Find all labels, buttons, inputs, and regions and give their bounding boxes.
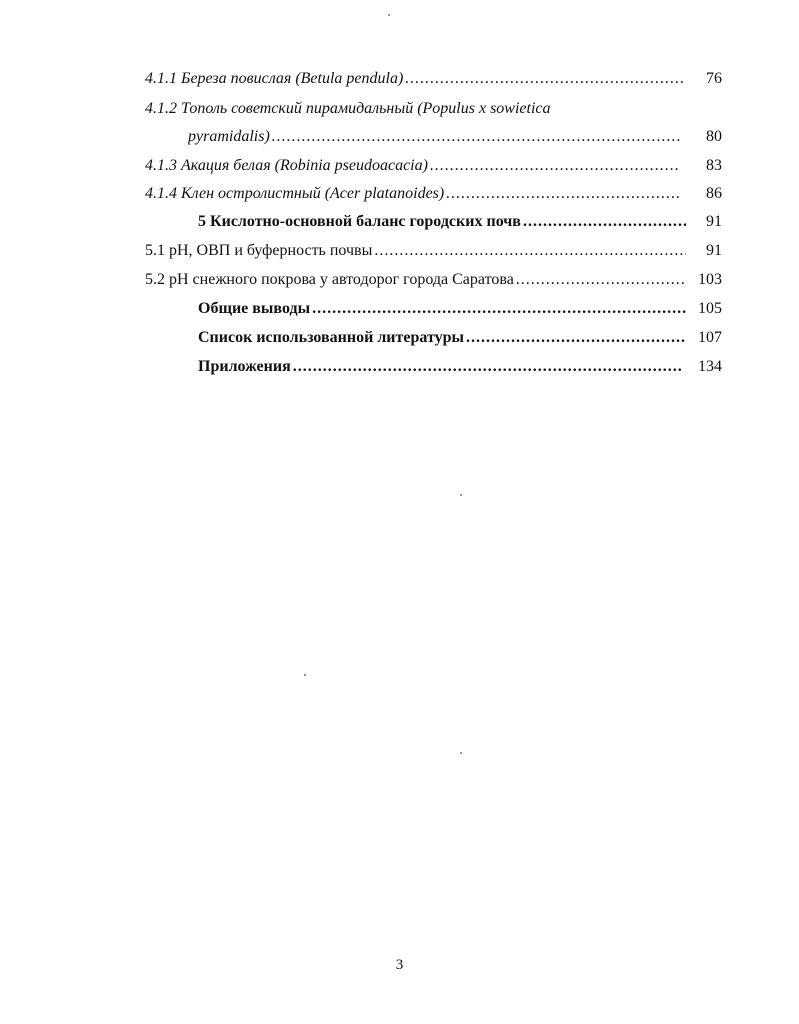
toc-entry-references <box>0 324 799 352</box>
toc-entry-page: 91 <box>706 242 722 259</box>
toc-leader-dots <box>293 353 681 381</box>
toc-entry-4-1-3 <box>0 152 799 180</box>
toc-entry-title: 4.1.1 Береза повислая (Betula pendula) <box>145 70 404 87</box>
toc-entry-title: 4.1.4 Клен остролистный (Acer platanoides) <box>145 185 445 202</box>
toc-leader-dots <box>430 152 680 180</box>
toc-entry-page: 80 <box>706 128 722 145</box>
toc-leader-dots <box>523 208 686 236</box>
toc-entry-4-1-4 <box>0 180 799 208</box>
toc-entry-page: 86 <box>706 185 722 202</box>
toc-entry-conclusions <box>0 295 799 323</box>
toc-entry-5-2 <box>0 266 799 294</box>
toc-entry-page: 76 <box>706 70 722 87</box>
toc-entry-title: pyramidalis) <box>188 128 270 145</box>
toc-entry-title: Общие выводы <box>198 300 311 317</box>
toc-leader-dots <box>374 237 686 265</box>
scan-speck <box>460 494 462 496</box>
toc-entry-4-1-1 <box>0 65 799 93</box>
toc-entry-5-1 <box>0 237 799 265</box>
toc-entry-4-1-2-continued <box>0 123 799 151</box>
toc-entry-page: 91 <box>706 213 722 230</box>
toc-leader-dots <box>446 180 680 208</box>
toc-leader-dots <box>466 324 686 352</box>
scan-speck <box>460 752 462 754</box>
toc-entry-title: 5 Кислотно-основной баланс городских почв <box>198 213 521 230</box>
toc-entry-4-1-2 <box>0 95 799 123</box>
toc-leader-dots <box>405 65 685 93</box>
page-number: 3 <box>395 957 404 973</box>
toc-leader-dots <box>516 266 686 294</box>
scan-speck <box>388 14 390 16</box>
toc-entry-title: Приложения <box>198 358 291 375</box>
toc-entry-title: 4.1.2 Тополь советский пирамидальный (Populus x sowietica <box>145 100 551 117</box>
toc-entry-page: 134 <box>698 358 722 375</box>
toc-leader-dots <box>312 295 686 323</box>
toc-entry-title: 4.1.3 Акация белая (Robinia pseudoacacia) <box>145 157 428 174</box>
toc-entry-page: 83 <box>706 157 722 174</box>
toc-entry-title: 5.2 pH снежного покрова у автодорог города Саратова <box>145 271 514 288</box>
toc-leader-dots <box>272 123 680 151</box>
scan-speck <box>304 674 306 676</box>
toc-entry-page: 107 <box>698 329 722 346</box>
toc-entry-5 <box>0 208 799 236</box>
toc-entry-title: Список использованной литературы <box>198 329 464 346</box>
toc-entry-appendices <box>0 353 799 381</box>
toc-entry-title: 5.1 pH, ОВП и буферность почвы <box>145 242 373 259</box>
toc-entry-page: 105 <box>698 300 722 317</box>
toc-entry-page: 103 <box>698 271 722 288</box>
